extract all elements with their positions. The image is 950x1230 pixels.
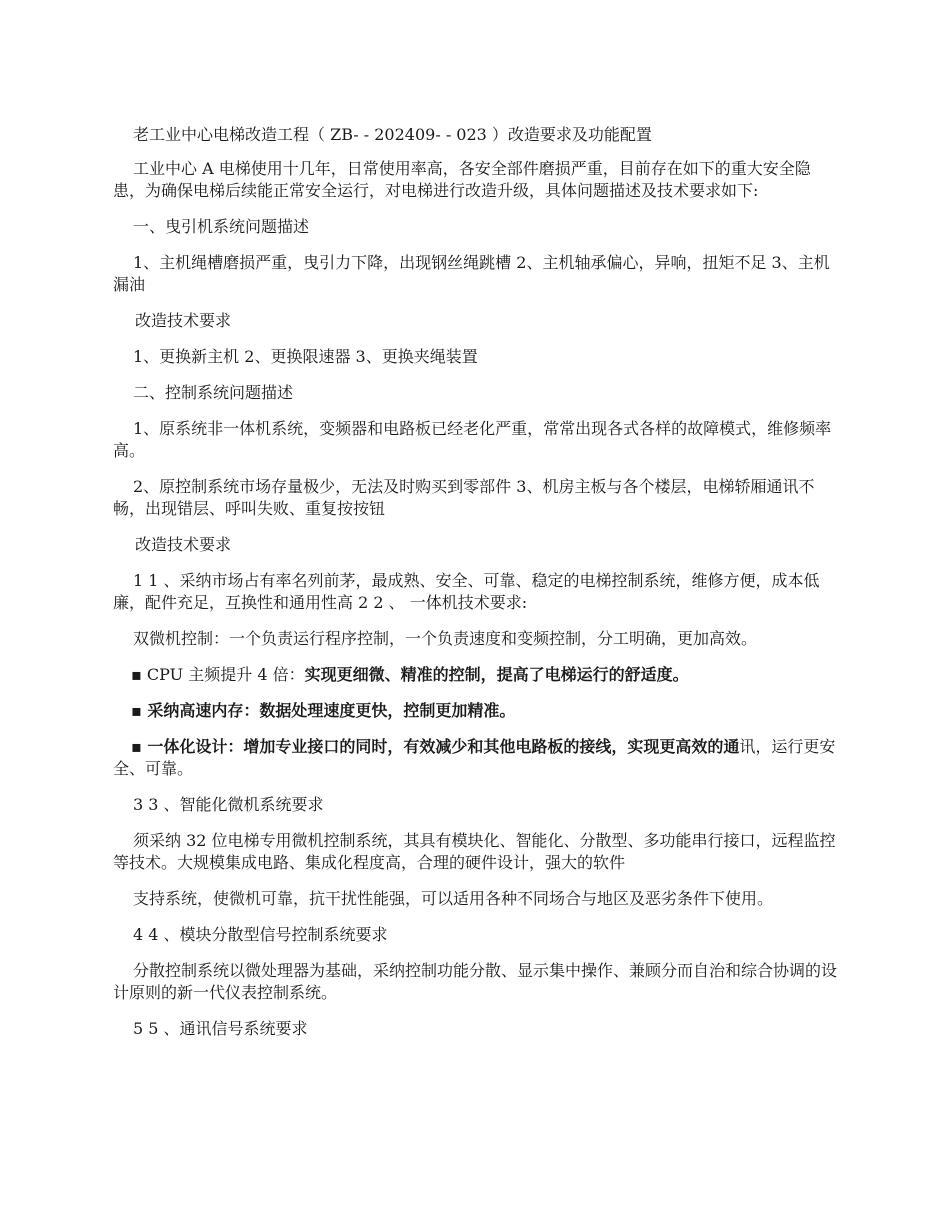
requirement-1: 1 1 、采纳市场占有率名列前茅，最成熟、安全、可靠、稳定的电梯控制系统，维修方便，成本低廉，配件充足，互换性和通用性高 2 2 、 一体机技术要求: <box>113 571 820 612</box>
section2-problem-1: 1、原系统非一体机系统，变频器和电路板已经老化严重，常常出现各式各样的故障模式，维修频率高。 <box>113 419 832 460</box>
document-title: 老工业中心电梯改造工程（ ZB- - 202409- - 023 ）改造要求及功能配置 <box>133 125 652 144</box>
bullet-cpu-text: 实现更细微、精准的控制，提高了电梯运行的舒适度。 <box>304 665 689 684</box>
bullet-integrated-tail: 讯，运行更安全、可靠。 <box>113 737 836 778</box>
bullet-integrated-design <box>113 736 840 780</box>
bullet-memory <box>113 700 840 722</box>
bullet-memory-text: ▪ 采纳高速内存：数据处理速度更快，控制更加精准。 <box>131 701 516 720</box>
bullet-cpu-frequency <box>113 664 840 686</box>
requirement-5-heading: 5 5 、通讯信号系统要求 <box>133 1019 308 1038</box>
section1-requirements-heading: 改造技术要求 <box>135 311 232 330</box>
section2-heading: 二、控制系统问题描述 <box>133 383 294 402</box>
bullet-integrated-text: ▪ 一体化设计：增加专业接口的同时，有效减少和其他电路板的接线，实现更高效的通 <box>131 737 740 756</box>
requirement-4-text: 分散控制系统以微处理器为基础，采纳控制功能分散、显示集中操作、兼顾分而自治和综合协调的设计原则的新一代仪表控制系统。 <box>113 961 838 1002</box>
dual-cpu-paragraph: 双微机控制：一个负责运行程序控制，一个负责速度和变频控制，分工明确，更加高效。 <box>133 629 758 648</box>
section1-requirements: 1、更换新主机 2、更换限速器 3、更换夹绳装置 <box>133 347 478 366</box>
section1-problems: 1、主机绳槽磨损严重，曳引力下降，出现钢丝绳跳槽 2、主机轴承偏心，异响，扭矩不足 3、主机漏油 <box>113 253 830 294</box>
requirement-3-heading: 3 3 、智能化微机系统要求 <box>133 795 324 814</box>
requirement-3-text-1: 须采纳 32 位电梯专用微机控制系统，其具有模块化、智能化、分散型、多功能串行接口，远程监控等技术。大规模集成电路、集成化程度高，合理的硬件设计，强大的软件 <box>113 831 836 872</box>
section2-problem-2: 2、原控制系统市场存量极少，无法及时购买到零部件 3、机房主板与各个楼层，电梯轿厢通讯不畅，出现错层、呼叫失败、重复按按钮 <box>113 477 815 518</box>
intro-paragraph: 工业中心 A 电梯使用十几年，日常使用率高，各安全部件磨损严重，目前存在如下的重大安全隐患，为确保电梯后续能正常安全运行，对电梯进行改造升级，具体问题描述及技术要求如下: <box>113 159 811 200</box>
requirement-4-heading: 4 4 、模块分散型信号控制系统要求 <box>133 925 388 944</box>
bullet-cpu-prefix: ▪ CPU 主频提升 4 倍： <box>131 665 305 684</box>
document-page <box>113 124 840 1054</box>
section1-heading: 一、曳引机系统问题描述 <box>133 217 310 236</box>
requirement-3-text-2: 支持系统，使微机可靠，抗干扰性能强，可以适用各种不同场合与地区及恶劣条件下使用。 <box>133 889 774 908</box>
section2-requirements-heading: 改造技术要求 <box>135 535 232 554</box>
